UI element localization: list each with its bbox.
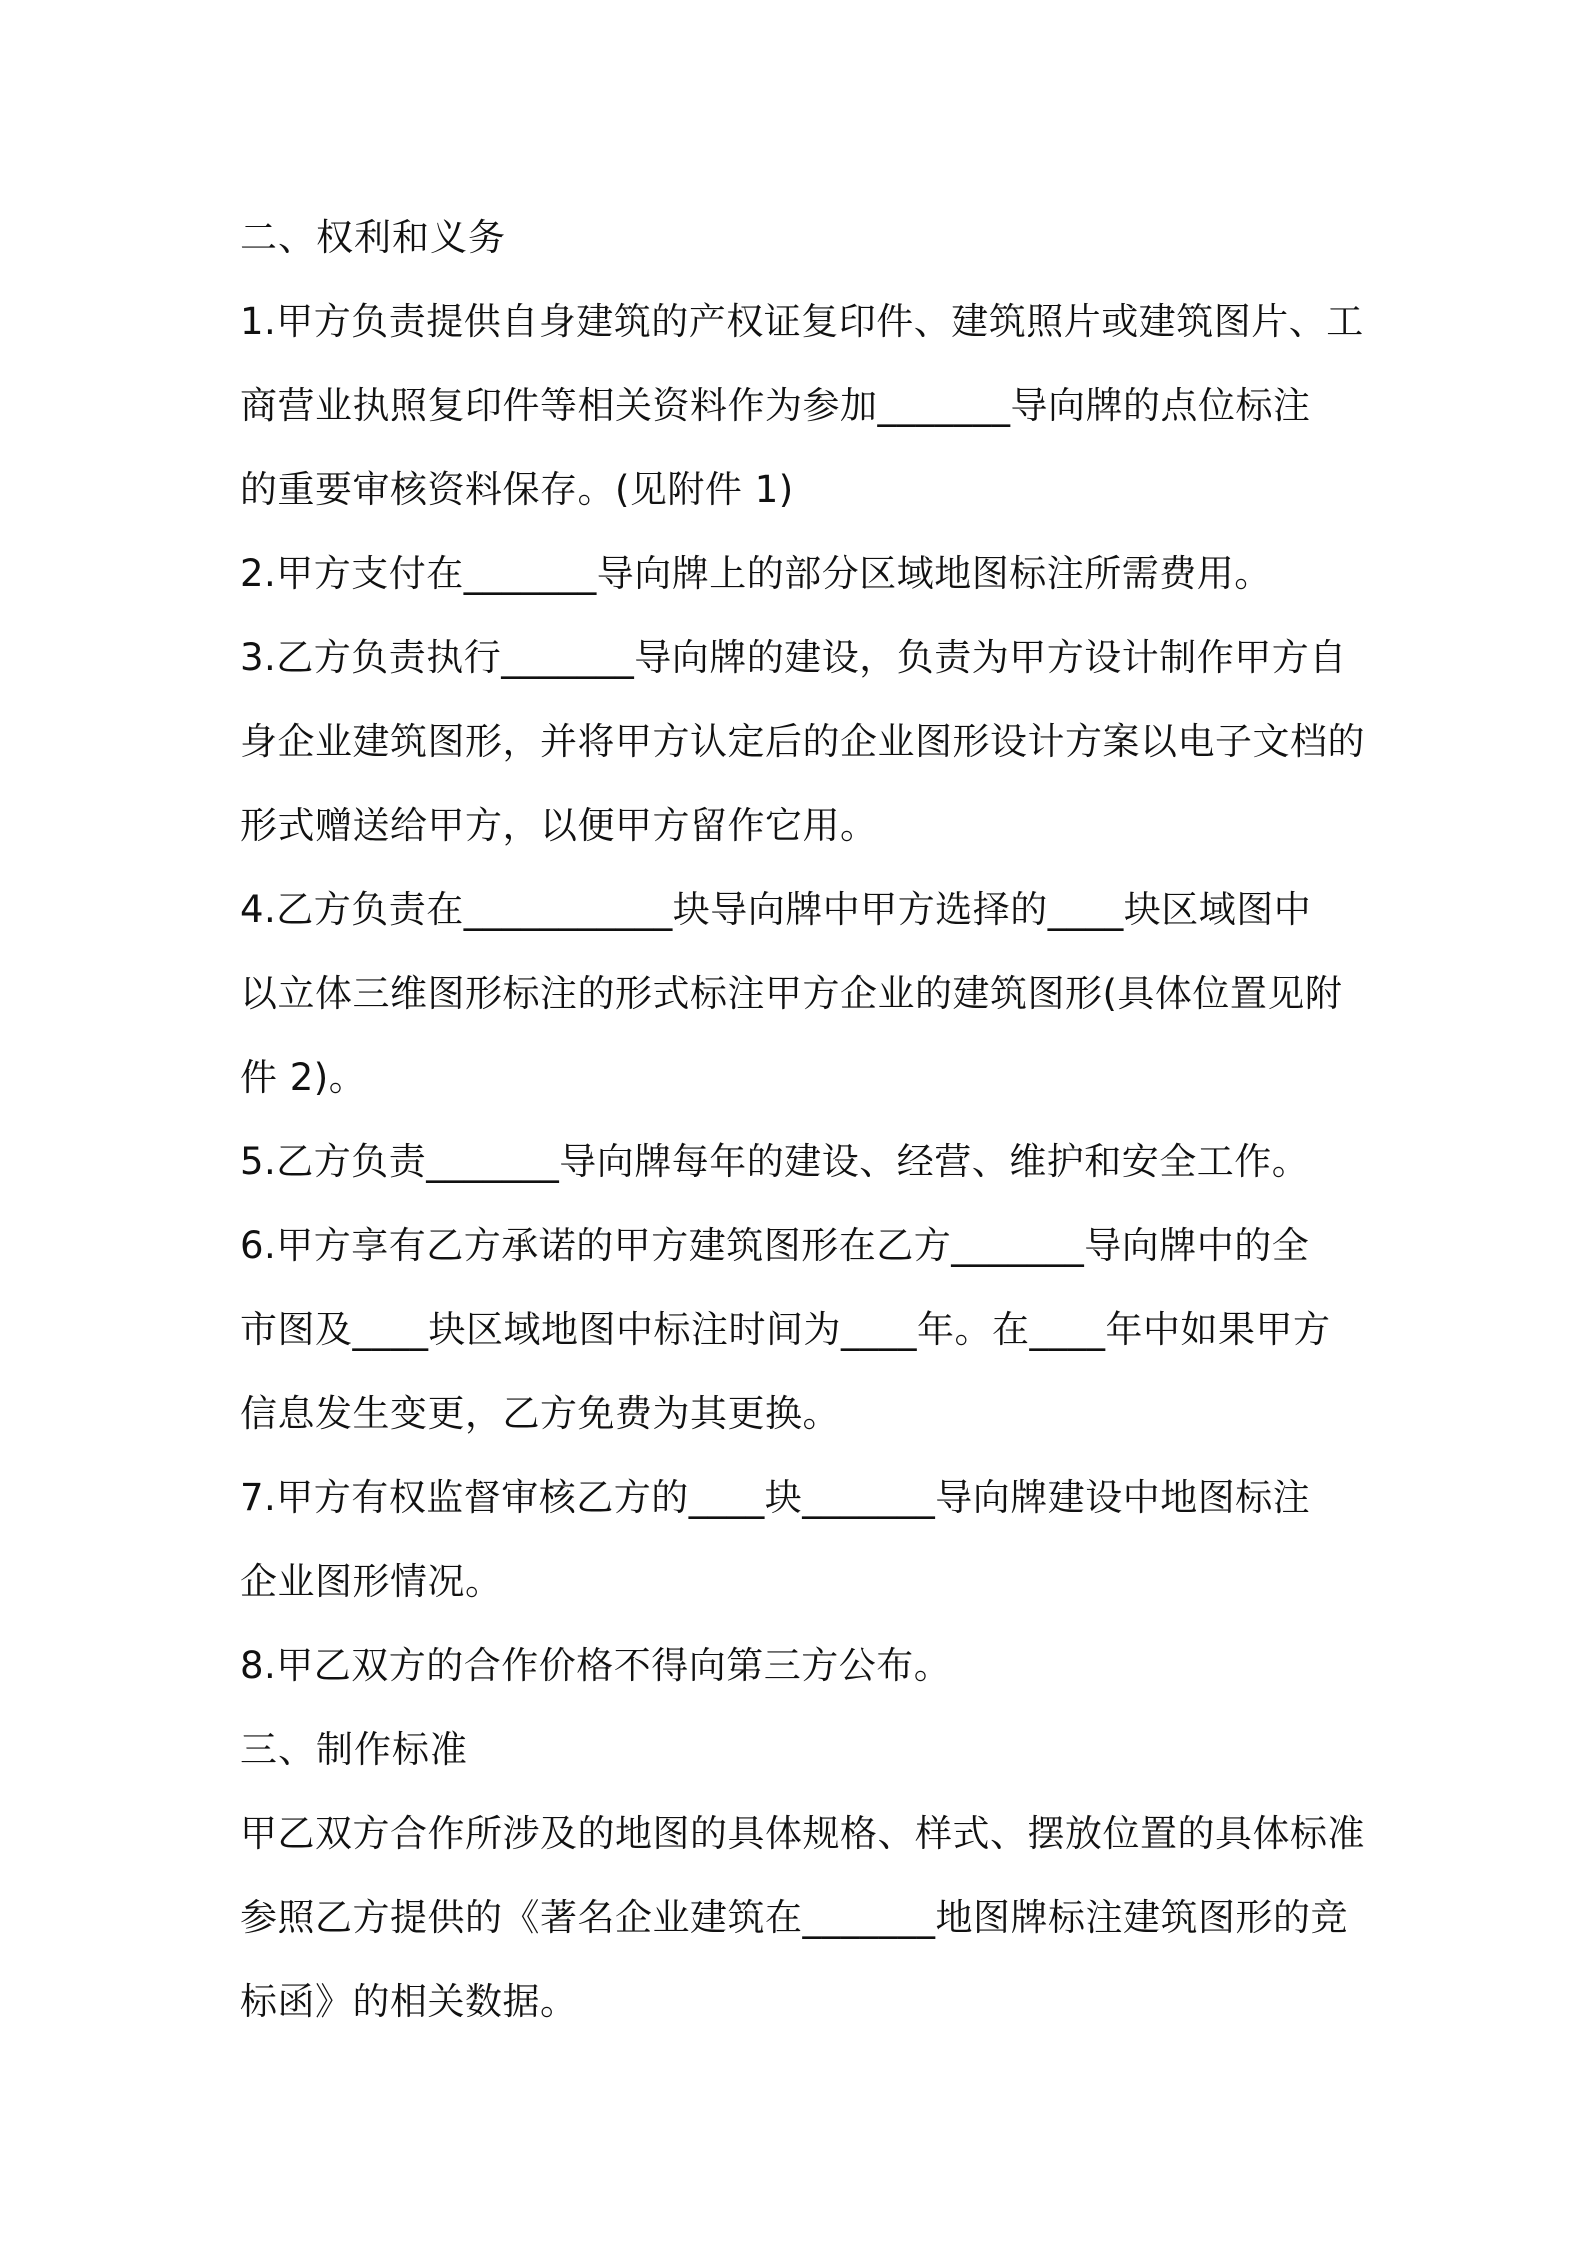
clause-1-line-1: 1.甲方负责提供自身建筑的产权证复印件、建筑照片或建筑图片、工 — [240, 300, 1364, 343]
section-heading-rights-obligations: 二、权利和义务 — [240, 216, 506, 259]
clause-5-line-1: 5.乙方负责_______导向牌每年的建设、经营、维护和安全工作。 — [240, 1140, 1310, 1183]
clause-2-line-1: 2.甲方支付在_______导向牌上的部分区域地图标注所需费用。 — [240, 552, 1272, 595]
section-heading-production-standards: 三、制作标准 — [240, 1728, 468, 1771]
clause-3-line-1: 3.乙方负责执行_______导向牌的建设，负责为甲方设计制作甲方自 — [240, 636, 1347, 679]
clause-4-line-1: 4.乙方负责在___________块导向牌中甲方选择的____块区域图中 — [240, 888, 1312, 931]
clause-1-line-3: 的重要审核资料保存。(见附件 1) — [240, 468, 794, 511]
standards-line-3: 标函》的相关数据。 — [240, 1980, 578, 2023]
clause-8-line-1: 8.甲乙双方的合作价格不得向第三方公布。 — [240, 1644, 952, 1687]
clause-3-line-2: 身企业建筑图形，并将甲方认定后的企业图形设计方案以电子文档的 — [240, 720, 1365, 763]
standards-line-1: 甲乙双方合作所涉及的地图的具体规格、样式、摆放位置的具体标准 — [240, 1812, 1365, 1855]
clause-7-line-2: 企业图形情况。 — [240, 1560, 503, 1603]
clause-3-line-3: 形式赠送给甲方，以便甲方留作它用。 — [240, 804, 878, 847]
standards-line-2: 参照乙方提供的《著名企业建筑在_______地图牌标注建筑图形的竞 — [240, 1896, 1348, 1939]
clause-4-line-3: 件 2)。 — [240, 1056, 367, 1099]
clause-6-line-3: 信息发生变更，乙方免费为其更换。 — [240, 1392, 840, 1435]
clause-6-line-1: 6.甲方享有乙方承诺的甲方建筑图形在乙方_______导向牌中的全 — [240, 1224, 1310, 1267]
clause-4-line-2: 以立体三维图形标注的形式标注甲方企业的建筑图形(具体位置见附 — [240, 972, 1343, 1015]
clause-7-line-1: 7.甲方有权监督审核乙方的____块_______导向牌建设中地图标注 — [240, 1476, 1311, 1519]
clause-6-line-2: 市图及____块区域地图中标注时间为____年。在____年中如果甲方 — [240, 1308, 1331, 1351]
clause-1-line-2: 商营业执照复印件等相关资料作为参加_______导向牌的点位标注 — [240, 384, 1311, 427]
document-body — [240, 196, 1365, 2044]
